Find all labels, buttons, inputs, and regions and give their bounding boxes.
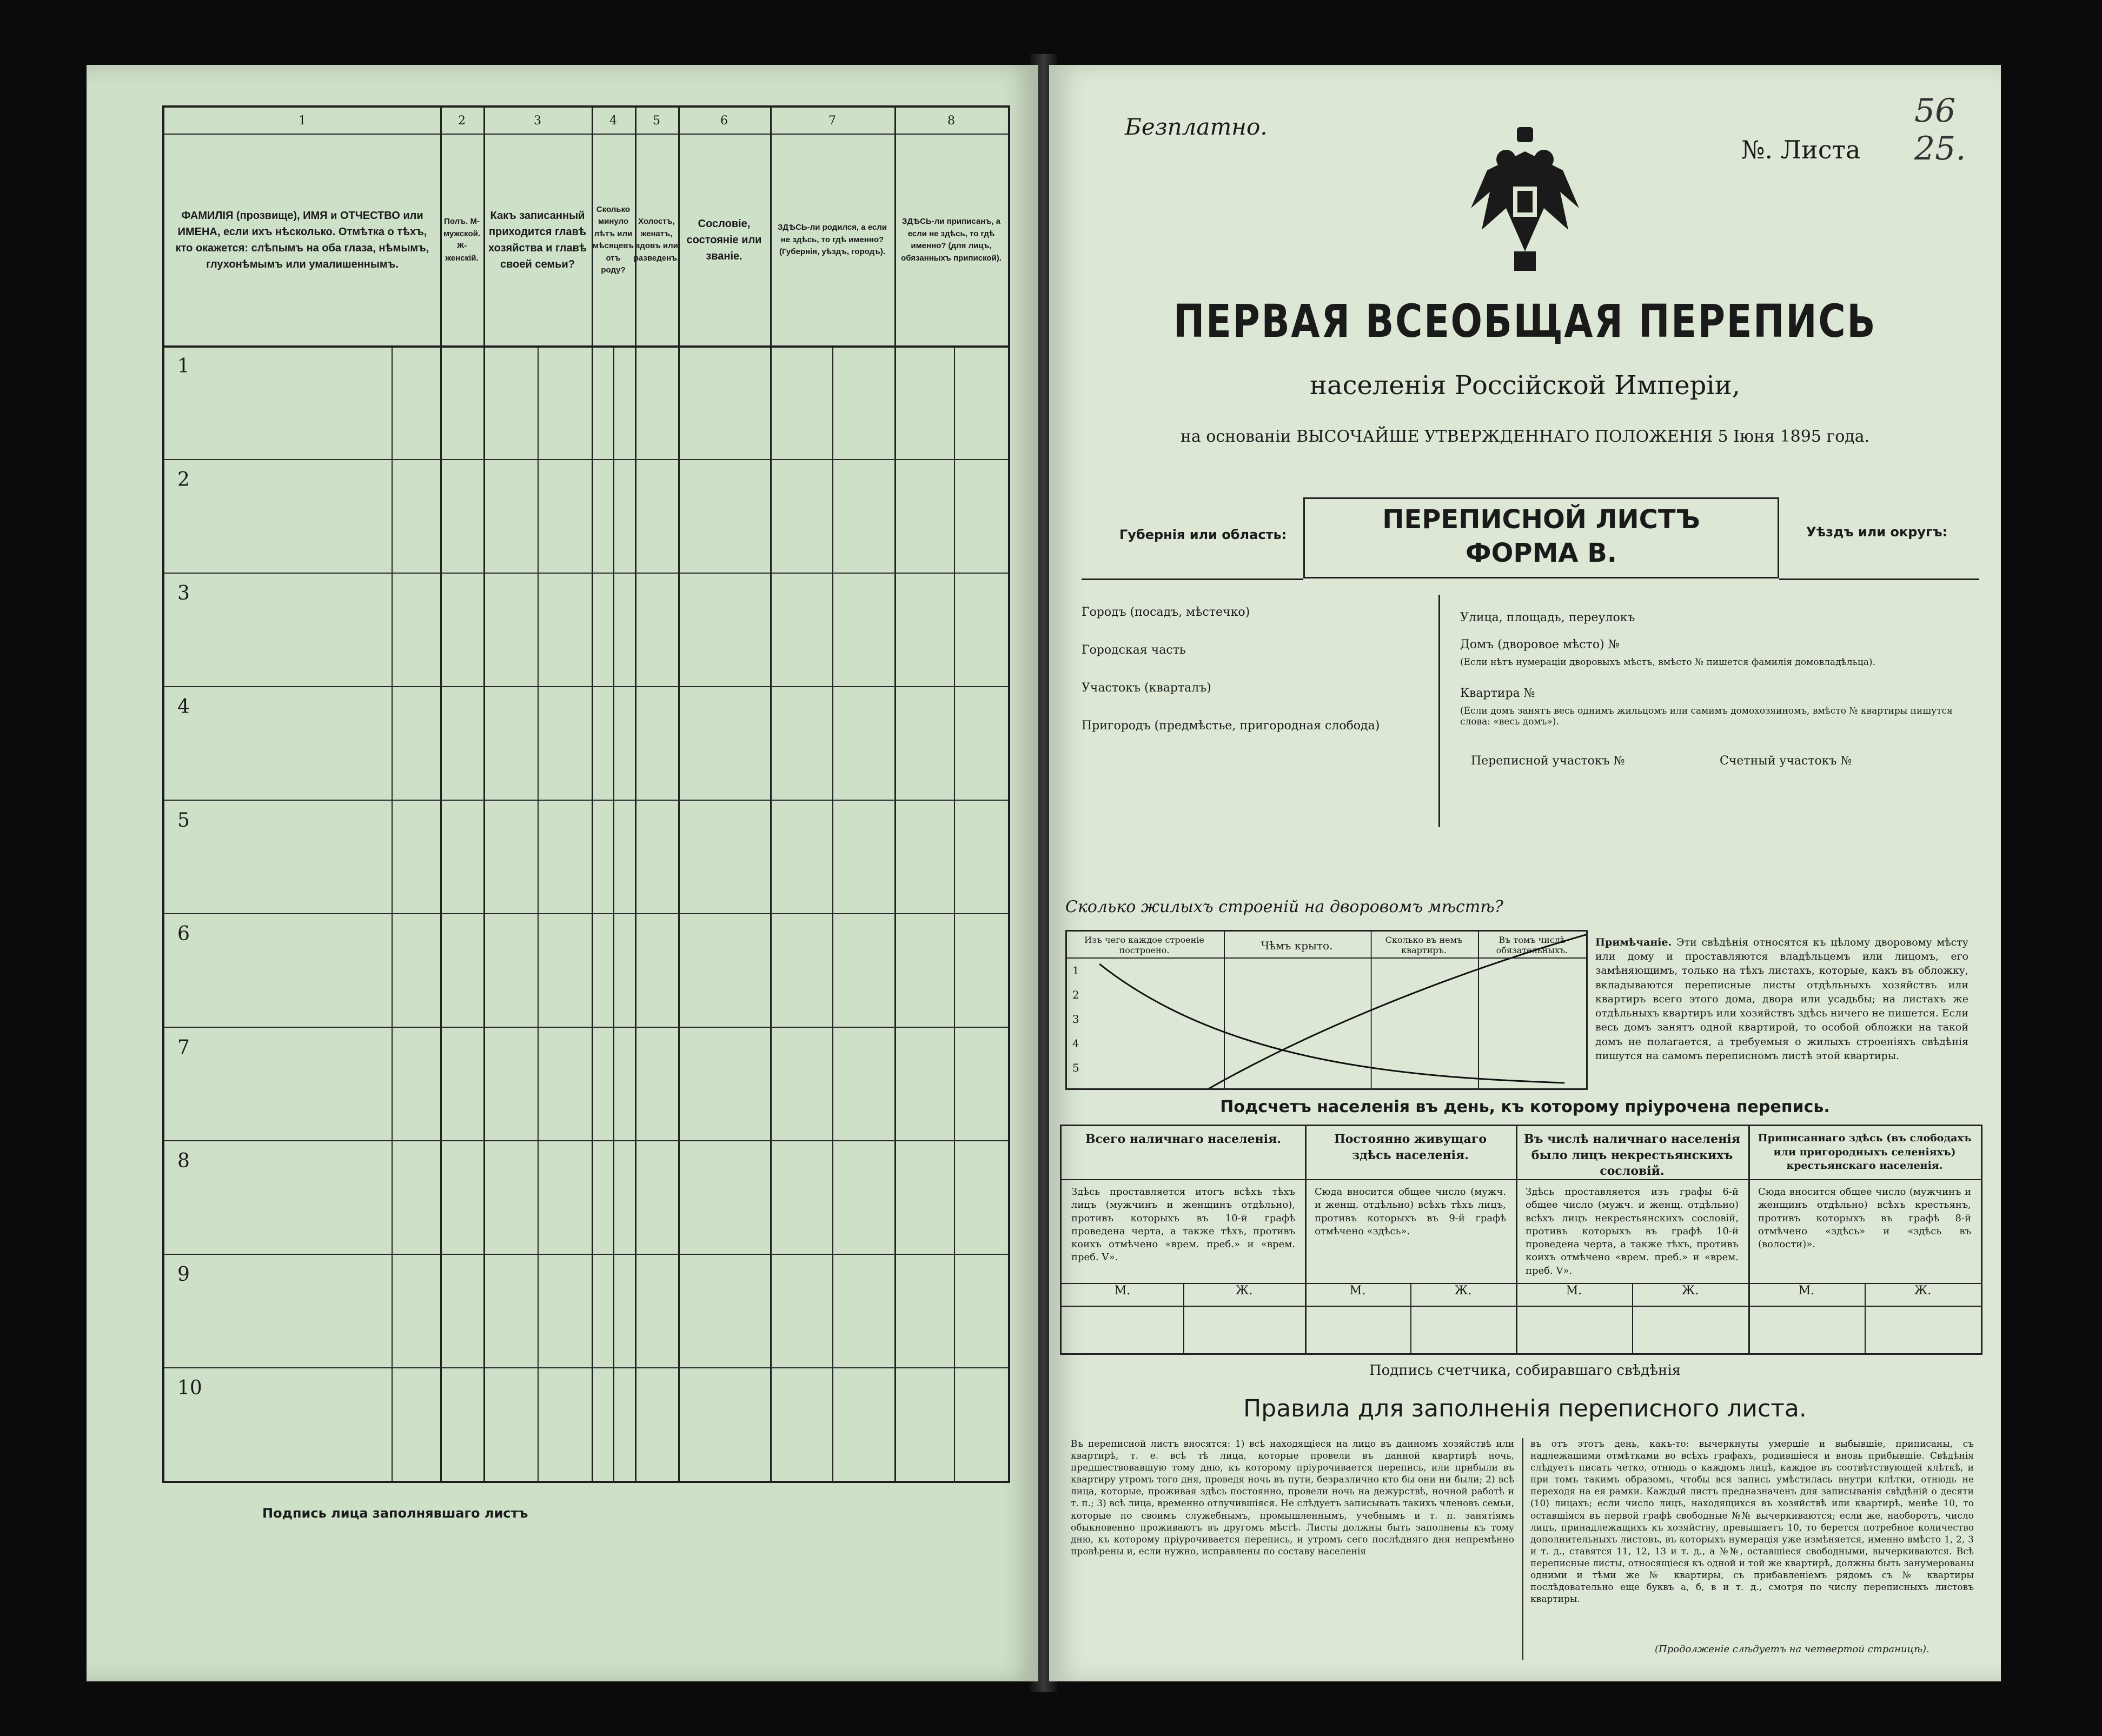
field-apartment-note: (Если домъ занятъ весь однимъ жильцомъ или самимъ домохозяиномъ, вмѣсто № квартиры пишутся слова: «весь домъ»). [1460, 706, 1953, 727]
column-number: 5 [635, 108, 678, 135]
row-number: 1 [177, 355, 190, 377]
column-number: 7 [770, 108, 894, 135]
column-number: 4 [592, 108, 635, 135]
row-number: 4 [177, 696, 190, 718]
rules-title: Правила для заполненія переписного листа. [1243, 1395, 1807, 1422]
row-rule [164, 1140, 1008, 1141]
form-title-line2: ФОРМА В. [1465, 538, 1617, 569]
strike-through-mark [1067, 932, 1586, 1088]
building-row-number: 4 [1072, 1037, 1079, 1050]
rules-text-left: Въ переписной листъ вносятся: 1) всѣ находящіеся на лицо въ данномъ хозяйствѣ или квартирѣ, т. е. всѣ тѣ лица, которые провели въ данной квартирѣ ночь, предшествовавшую тому дню, къ которому пріурочивается перепись, или прибыли въ квартиру утромъ того дня, проведя ночь въ пути, безразлично кто бы они ни были; 2) всѣ лица, которые, проживая здѣсь постоянно, провели ночь на дежурствѣ, ночной работѣ и т. п.; 3) всѣ лица, временно отлучившіяся. Не слѣдуетъ записывать такихъ членовъ семьи, которые по своимъ служебнымъ, промышленнымъ, учебнымъ и т. п. занятіямъ обыкновенно проживаютъ въ другомъ мѣстѣ. Листы должны быть заполнены къ тому дню, къ которому пріурочивается перепись, и утромъ сего послѣдняго дня непремѣнно провѣрены и, если нужно, исправлены по составу населенія [1071, 1439, 1514, 1557]
building-header-mandatory: Въ томъ числѣ обязательныхъ. [1496, 935, 1568, 955]
male-label: М. [1305, 1283, 1410, 1307]
male-label: М. [1062, 1283, 1183, 1307]
note-title: Примѣчаніе. [1595, 936, 1672, 948]
column-number: 6 [678, 108, 770, 135]
header-boxes [1082, 497, 1979, 578]
row-rule [164, 459, 1008, 460]
double-headed-eagle-emblem [1466, 127, 1584, 273]
row-rule [164, 573, 1008, 574]
row-number: 10 [177, 1377, 202, 1399]
column-header-age: Сколько минуло лѣтъ или мѣсяцевъ отъ роду? [592, 204, 634, 275]
female-label: Ж. [1183, 1283, 1305, 1307]
row-number: 6 [177, 923, 190, 945]
field-apartment: Квартира № [1460, 687, 1535, 700]
male-label: М. [1516, 1283, 1632, 1307]
column-header-registered: ЗДѢСЬ-ли приписанъ, а если не здѣсь, то гдѣ именно? (для лицъ, обязанныхъ припиской). [901, 217, 1002, 263]
count-header-permanent: Постоянно живущаго здѣсь населенія. [1305, 1126, 1516, 1180]
column-number: 3 [483, 108, 592, 135]
column-header-birthplace: ЗДѢСЬ-ли родился, а если не здѣсь, то гдѣ именно? (Губернія, уѣздъ, городъ). [777, 223, 887, 257]
count-header-peasant: Приписаннаго здѣсь (въ слободахъ или пригородныхъ селеніяхъ) крестьянскаго населенія. [1748, 1126, 1981, 1180]
building-header-apartments: Сколько въ немъ квартиръ. [1385, 935, 1463, 955]
mf-divider [1632, 1283, 1633, 1353]
row-rule [164, 1367, 1008, 1368]
count-header-present: Всего наличнаго населенія. [1062, 1126, 1305, 1180]
mf-divider [1865, 1283, 1866, 1353]
field-suburb: Пригородъ (предмѣстье, пригородная слобода) [1082, 719, 1380, 733]
count-title: Подсчетъ населенія въ день, къ которому пріурочена перепись. [1220, 1098, 1830, 1116]
subtitle: населенія Россійской Имперіи, [1310, 370, 1740, 401]
field-census-district: Переписной участокъ № [1471, 754, 1625, 768]
signature-label: Подпись лица заполнявшаго листъ [262, 1506, 528, 1521]
main-title: ПЕРВАЯ ВСЕОБЩАЯ ПЕРЕПИСЬ [1173, 295, 1877, 348]
column-number: 2 [440, 108, 483, 135]
building-row-number: 5 [1072, 1061, 1079, 1074]
female-label: Ж. [1632, 1283, 1748, 1307]
rules-divider [1522, 1438, 1523, 1660]
row-number: 7 [177, 1036, 190, 1059]
building-row-number: 3 [1072, 1013, 1079, 1026]
count-header-non-peasant: Въ числѣ наличнаго населенія было лицъ некрестьянскихъ сословій. [1516, 1126, 1748, 1180]
row-rule [164, 800, 1008, 801]
column-header-name: ФАМИЛІЯ (прозвище), ИМЯ и ОТЧЕСТВО или ИМЕНА, если ихъ нѣсколько. Отмѣтка о тѣхъ, кто окажется: слѣпымъ на оба глаза, нѣмымъ, глухонѣмымъ или умалишеннымъ. [175, 210, 429, 270]
note-text: Эти свѣдѣнія относятся къ цѣлому дворовому мѣсту или дому и проставляются владѣльцемъ или лицомъ, его замѣняющимъ, только на тѣхъ листахъ, которые, какъ въ обложку, вкладываются переписные листы отдѣльныхъ хозяйствъ или квартиръ всего этого дома, двора или усадьбы; на листахъ же отдѣльныхъ квартиръ или хозяйствъ здѣсь ничего не пишется. Если весь домъ занятъ одной квартирой, то особой обложки на такой домъ не полагается, а требуемыя о жилыхъ строеніяхъ свѣдѣнія пишутся на самомъ переписномъ листѣ этой квартиры. [1595, 936, 1969, 1062]
province-label: Губернія или область: [1119, 527, 1287, 542]
count-body-peasant: Сюда вносится общее число (мужчинъ и женщинъ отдѣльно) всѣхъ крестьянъ, противъ которыхъ въ графѣ 8-й отмѣчено «здѣсь» и «здѣсь въ (волости)». [1758, 1186, 1971, 1251]
female-label: Ж. [1410, 1283, 1516, 1307]
left-page [87, 65, 1038, 1681]
field-street: Улица, площадь, переулокъ [1460, 611, 1635, 624]
row-number: 8 [177, 1150, 190, 1172]
header-rule [164, 345, 1008, 348]
count-body-present: Здѣсь проставляется итогъ всѣхъ тѣхъ лицъ (мужчинъ и женщинъ отдѣльно), противъ которыхъ въ 10-й графѣ проведена черта, а также тѣхъ, противъ коихъ отмѣчено «врем. преб.» и «врем. преб. V». [1071, 1186, 1295, 1263]
field-house-note: (Если нѣтъ нумераціи дворовыхъ мѣстъ, вмѣсто № пишется фамилія домовладѣльца). [1460, 657, 1875, 668]
population-count-table [1060, 1125, 1982, 1355]
field-counting-district: Счетный участокъ № [1720, 754, 1852, 768]
field-city: Городъ (посадъ, мѣстечко) [1082, 606, 1250, 619]
female-label: Ж. [1865, 1283, 1981, 1307]
field-quarter: Участокъ (кварталъ) [1082, 681, 1211, 695]
row-number: 9 [177, 1263, 190, 1286]
form-title-line1: ПЕРЕПИСНОЙ ЛИСТЪ [1382, 504, 1700, 535]
form-title [1341, 503, 1741, 570]
building-row-number: 1 [1072, 964, 1079, 977]
column-header-estate: Сословіе, состояніе или званіе. [686, 218, 762, 262]
row-number: 3 [177, 582, 190, 604]
row-number: 5 [177, 809, 190, 832]
count-body-permanent: Сюда вносится общее число (мужч. и женщ. отдѣльно) всѣхъ тѣхъ лицъ, противъ которыхъ въ 9-й графѣ отмѣчено «здѣсь». [1315, 1186, 1506, 1237]
row-rule [164, 1027, 1008, 1028]
row-rule [164, 686, 1008, 687]
rules-text-right: въ отъ этотъ день, какъ-то: вычеркнуты умершіе и выбывшіе, приписаны, съ надлежащими отмѣтками во всѣхъ графахъ, родившіеся и вновь прибывшіе. Свѣдѣнія слѣдуетъ писать четко, отнюдь о каждомъ лицѣ, каждое въ соотвѣтствующей клѣткѣ, и при томъ такимъ образомъ, чтобы вся запись умѣстилась внутри клѣтки, отнюдь не переходя на ея рамки. Каждый листъ предназначенъ для записыванія свѣдѣній о десяти (10) лицахъ; если число лицъ, находящихся въ хозяйствѣ или квартирѣ, менѣе 10, то оставшіяся въ первой графѣ свободные №№ вычеркиваются; если же, наоборотъ, число лицъ, принадлежащихъ къ хозяйству, превышаетъ 10, то берется потребное количество дополнительныхъ листовъ, въ которыхъ нумерація уже измѣняется, именно вмѣсто 1, 2, 3 и т. д., ставятся 11, 12, 13 и т. д., а №№, оставшіеся свободными, вычеркиваются. Всѣ переписные листы, относящіеся къ одной и той же квартирѣ, должны быть занумерованы одними и тѣми же № квартиры, съ прибавленіемъ рядомъ съ № квартиры послѣдовательно еще буквъ а, б, в и т. д., смотря по числу переписныхъ листовъ квартиры. [1530, 1439, 1974, 1605]
row-rule [164, 1254, 1008, 1255]
column-number: 8 [894, 108, 1008, 135]
count-body-non-peasant: Здѣсь проставляется изъ графы 6-й общее число (мужч. и женщ. отдѣльно) всѣхъ лицъ некрестьянскихъ сословій, противъ которыхъ въ графѣ 10-й проведена черта, а также тѣхъ, противъ коихъ отмѣчено «врем. преб.» и «врем. преб. V». [1526, 1186, 1739, 1276]
column-header-marital: Холостъ, женатъ, вдовъ или разведенъ. [633, 217, 680, 263]
column-number: 1 [164, 108, 440, 135]
field-house: Домъ (дворовое мѣсто) № [1460, 638, 1620, 651]
mf-divider [1183, 1283, 1184, 1353]
column-header-relation: Какъ записанный приходится главѣ хозяйства и главѣ своей семьи? [488, 210, 587, 270]
row-number: 2 [177, 469, 190, 491]
mf-divider [1410, 1283, 1411, 1353]
building-table [1065, 930, 1588, 1090]
sheet-number-label: №. Листа [1741, 135, 1861, 164]
fields-divider [1438, 595, 1440, 827]
dwelling-question: Сколько жилыхъ строеній на дворовомъ мѣстѣ? [1065, 897, 1503, 916]
building-header-material: Изъ чего каждое строеніе построено. [1084, 935, 1204, 955]
male-label: М. [1748, 1283, 1865, 1307]
counter-signature: Подпись счетчика, собиравшаго свѣдѣнія [1369, 1362, 1681, 1379]
census-table [162, 105, 1010, 1483]
row-rule [164, 913, 1008, 914]
uezd-label: Уѣздъ или округъ: [1806, 524, 1948, 540]
building-row-number: 2 [1072, 988, 1079, 1001]
legal-basis: на основаніи ВЫСОЧАЙШЕ УТВЕРЖДЕННАГО ПОЛОЖЕНІЯ 5 Іюня 1895 года. [1180, 427, 1870, 446]
rules-continued: (Продолженіе слѣдуетъ на четвертой страницѣ). [1655, 1644, 1929, 1655]
column-header-sex: Полъ. М-мужской. Ж-женскій. [443, 217, 481, 263]
free-label: Безплатно. [1125, 114, 1268, 140]
note-block [1595, 935, 1968, 1063]
building-header-roof: Чѣмъ крыто. [1261, 939, 1333, 952]
right-page [1049, 65, 2001, 1681]
sheet-number-handwritten: 56 25. [1914, 92, 1966, 168]
field-city-part: Городская часть [1082, 643, 1186, 657]
